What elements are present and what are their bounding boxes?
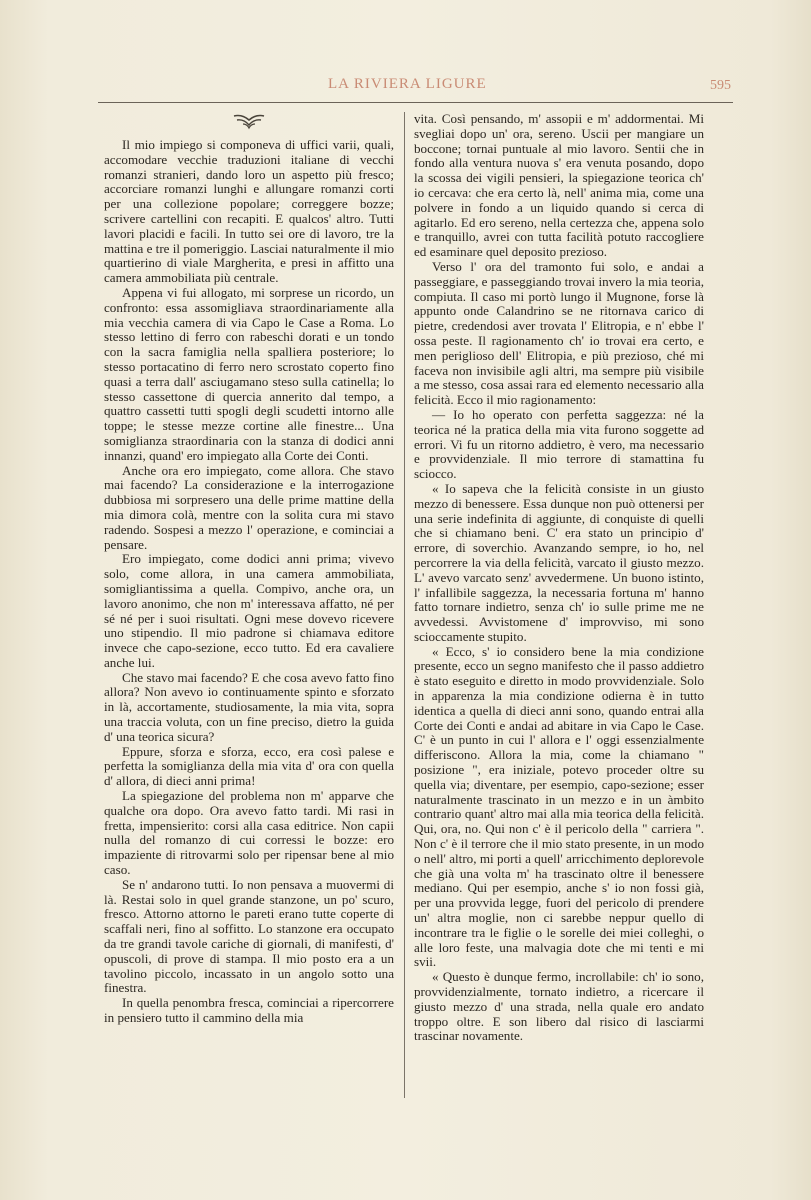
journal-title: LA RIVIERA LIGURE xyxy=(328,76,487,92)
page-number: 595 xyxy=(710,78,731,93)
paragraph: — Io ho operato con perfetta saggezza: né la teorica né la pratica della mia vita furono soggette ad errori. Vi fu un ritorno addietro, è vero, ma necessario e provvidenziale. Il mio terrore di stamattina fu sciocco. xyxy=(414,406,704,482)
paragraph: Se n' andarono tutti. Io non pensava a muovermi di là. Restai solo in quel grande stanzone, un po' scuro, fresco. Attorno attorno le pareti erano tutte coperte di scaffali neri, fino al soffitto. Lo stanzone era occupato da tre grandi tavole cariche di giornali, di manifesti, d' opuscoli, di prove di stampa. Il mio posto era a un tavolino piccolo, incassato in un angolo sotto una finestra. xyxy=(104,876,394,996)
paragraph: La spiegazione del problema non m' apparve che qualche ora dopo. Ora avevo fatto tardi. Mi rasi in fretta, impensierito: corsi alla casa editrice. Non capii nulla del romanzo di cui corressi le bozze: ero impaziente di ritrovarmi solo per ripensar bene al mio caso. xyxy=(104,788,394,878)
paragraph: Il mio impiego si componeva di uffici varii, quali, accomodare vecchie traduzioni italiane di vecchi romanzi stranieri, dando loro un aspetto più fresco; accorciare romanzi lunghi e allungare romanzi corti per una collezione popolare; correggere bozze; scrivere cartellini con recapiti. E qualcos' altro. Tutti lavori placidi e facili. In tutto sei ore di lavoro, tre la mattina e tre il pomeriggio. Lasciai naturalmente il mio quartierino di viale Margherita, e presi in affitto una camera ammobiliata più centrale. xyxy=(104,137,394,286)
paragraph: Che stavo mai facendo? E che cosa avevo fatto fino allora? Non avevo io continuamente spinto e sforzato in là, accortamente, studiosamente, la mia vita, sopra una traccia voluta, con un fine preciso, dietro la guida d' una teorica sicura? xyxy=(104,669,394,744)
scroll-ornament-icon xyxy=(104,112,394,134)
paragraph: Verso l' ora del tramonto fui solo, e andai a passeggiare, e passeggiando trovai invero la mia teoria, compiuta. Il caso mi portò lungo il Mugnone, forse là appunto onde Calandrino se ne ritornava carico di pietre, credendosi aver trovata l' Elitropia, e n' ebbe l' ossa peste. Il ragionamento ch' io trovai era certo, e men periglioso dell' Elitropia, e più prezioso, ché mi faceva non invisibile agli altri, ma sempre più visibile a me stesso, cosa assai rara ed elemento necessario alla felicità. Ecco il mio ragionamento: xyxy=(414,258,704,408)
column-left xyxy=(104,112,394,1026)
paragraph: « Questo è dunque fermo, incrollabile: ch' io sono, provvidenzialmente, tornato indietro, a ricercare il giusto mezzo d' una strada, nella quale ero andato troppo oltre. E son libero dal risico di lasciarmi trascinar novamente. xyxy=(414,969,704,1044)
paragraph: « Ecco, s' io considero bene la mia condizione presente, ecco un segno manifesto che il passo addietro è stato eseguito e diretto in modo provvidenziale. Solo in apparenza la mia condizione odierna è in tutto identica a quella di dieci anni sono, quando entrai alla Corte dei Conti e andai ad abitare in via Capo le Case. C' è un punto in cui l' allora e l' oggi essenzialmente differiscono. Allora la mia, come la chiamano " posizione ", era iniziale, potevo proceder oltre su quella via; diventare, per esempio, capo-sezione; esser naturalmente trascinato in un mezzo e in un àmbito contrario quant' altro mai alla mia teorica della felicità. Qui, ora, no. Qui non c' è il pericolo della " carriera ". Non c' è il terrore che il mio stato presente, in un modo o nell' altro, mi porti a quell' arricchimento deplorevole che già una volta m' ha trascinato oltre il benessere mediano. Qui per esempio, anche s' io non fossi già, per una provvida legge, fuori del pericolo di prendere un' altra moglie, non ci sarebbe neppur quello di incontrare tra le figlie o le sorelle dei miei colleghi, o alle loro feste, una malvagia dote che mi tenti e mi svii. xyxy=(414,643,704,970)
column-right xyxy=(414,112,704,1044)
paragraph: Eppure, sforza e sforza, ecco, era così palese e perfetta la somiglianza della mia vita d' ora con quella d' allora, di dieci anni prima! xyxy=(104,743,394,789)
paragraph: Appena vi fui allogato, mi sorprese un ricordo, un confronto: essa assomigliava straordinariamente alla mia vecchia camera di via Capo le Case a Roma. Lo stesso lettino di ferro con rabeschi dorati e un tondo con la sacra famiglia nella spalliera posteriore; lo stesso portacatino di ferro nero scrostato coperto fino quasi a terra dall' asciugamano steso sulla catinella; lo stesso cassettone di quercia annerito dal tempo, a quattro cassetti tutti spogli degli scudetti intorno alle toppe; le stesse mezze cortine alle finestre... Una somiglianza straordinaria con la stanza di dodici anni innanzi, quand' ero impiegato alla Corte dei Conti. xyxy=(104,284,394,463)
paragraph: Anche ora ero impiegato, come allora. Che stavo mai facendo? La considerazione e la interrogazione dubbiosa mi sorpresero una delle prime mattine della mia dimora colà, mentre con la solita cura mi stavo radendo. Sospesi a mezzo l' operazione, e cominciai a pensare. xyxy=(104,462,394,552)
paragraph: vita. Così pensando, m' assopii e m' addormentai. Mi svegliai dopo un' ora, sereno. Uscii per mangiare un boccone; tornai puntuale al mio lavoro. Sentii che in fondo alla ventura nuova s' era venuta posando, dopo la scossa dei vigili pensieri, la spiegazione teorica ch' io cercava: che era certo là, nell' anima mia, come una polvere in fondo a un liquido quando si cerca di agitarlo. Ed ero sereno, nella certezza che, appena solo e tranquillo, avrei con tutta facilità potuto raccogliere ed esaminare quel deposito prezioso. xyxy=(414,111,704,260)
paragraph: Ero impiegato, come dodici anni prima; vivevo solo, come allora, in una camera ammobiliata, somigliantissima a quella. Compivo, anche ora, un lavoro anonimo, che non m' interessava affatto, né per sé né per i suoi risultati. Ogni mese dovevo ricevere uno stipendio. Il mio padrone si chiamava editore invece che capo-sezione, ecco tutto. Ed era cavaliere anche lui. xyxy=(104,551,394,670)
column-divider xyxy=(404,112,405,1098)
paragraph: « Io sapeva che la felicità consiste in un giusto mezzo di benessere. Essa dunque non può ottenersi per una serie indefinita di aggiunte, di conquiste di quelli che si chiamano beni. C' era stato un principio d' errore, di soverchio. Avanzando sempre, io ho, nel percorrere la via della felicità, varcato il giusto mezzo. L' avevo varcato senz' avvedermene. Un buono istinto, l' infallibile saggezza, la necessaria fortuna m' hanno fatto tornare indietro, senza ch' io sulle prime me ne avvedessi. Avvistomene d' improvviso, mi sono scioccamente stupito. xyxy=(414,480,704,644)
running-header xyxy=(98,74,733,103)
paragraph: In quella penombra fresca, cominciai a ripercorrere in pensiero tutto il cammino della mia xyxy=(104,995,394,1026)
